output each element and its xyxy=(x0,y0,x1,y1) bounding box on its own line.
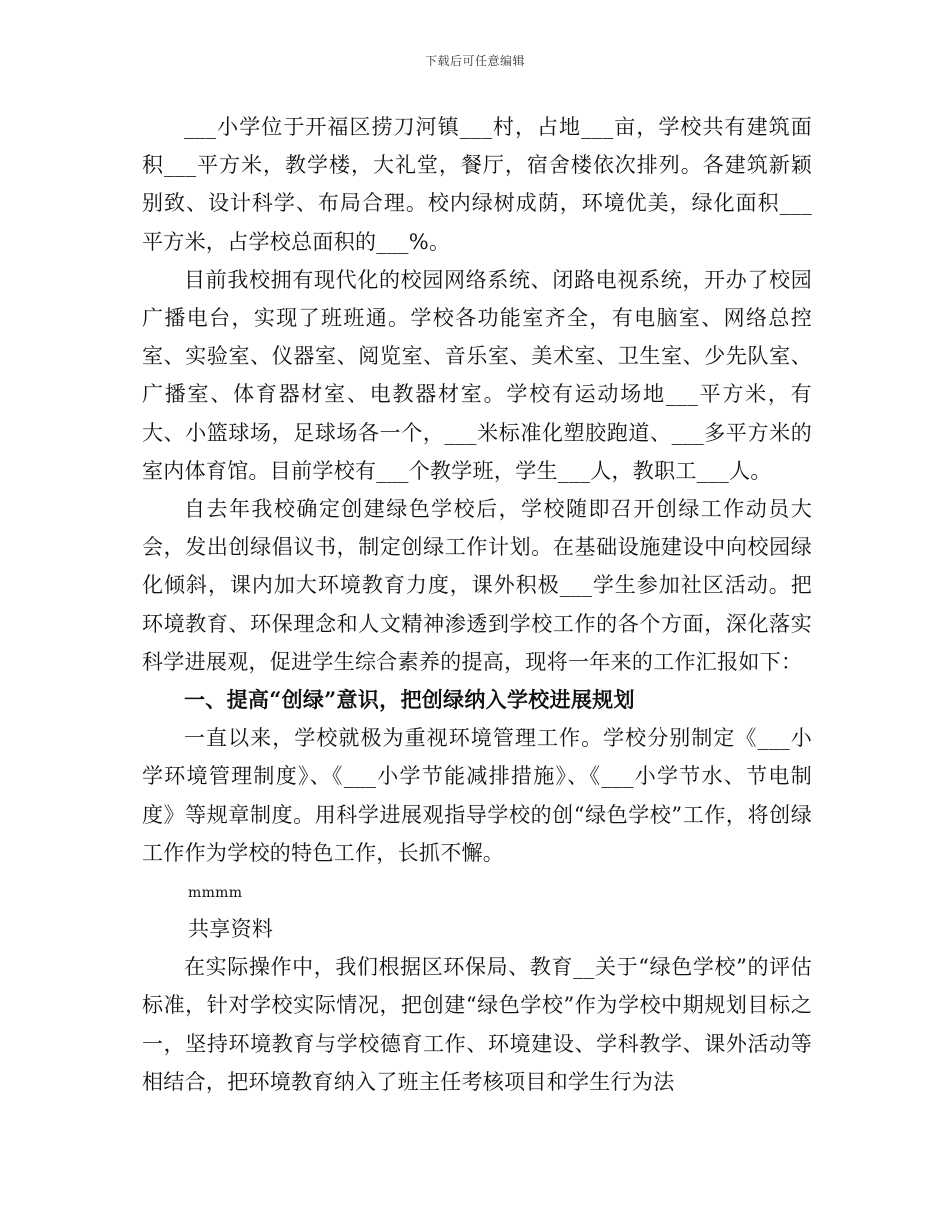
paragraph-school-overview: ___小学位于开福区捞刀河镇___村，占地___亩，学校共有建筑面积___平方米，教学楼，大礼堂，餐厅，宿舍楼依次排列。各建筑新颖别致、设计科学、布局合理。校内绿树成荫，环境优美，绿化面积___平方米，占学校总面积的___%。 xyxy=(142,115,812,254)
document-body xyxy=(142,108,812,1101)
paragraph-facilities: 目前我校拥有现代化的校园网络系统、闭路电视系统，开办了校园广播电台，实现了班班通。学校各功能室齐全，有电脑室、网络总控室、实验室、仪器室、阅览室、音乐室、美术室、卫生室、少先队室、广播室、体育器材室、电教器材室。学校有运动场地___平方米，有大、小篮球场，足球场各一个，___米标准化塑胶跑道、___多平方米的室内体育馆。目前学校有___个教学班，学生___人，教职工___人。 xyxy=(142,267,812,483)
section-heading-1: 一、提高“创绿”意识，把创绿纳入学校进展规划 xyxy=(184,687,635,713)
marker-text: mmmm xyxy=(188,885,243,902)
paragraph-practice: 在实际操作中，我们根据区环保局、教育__关于“绿色学校”的评估标准，针对学校实际情况，把创建“绿色学校”作为学校中期规划目标之一，坚持环境教育与学校德育工作、环境建设、学科教学、课外活动等相结合，把环境教育纳入了班主任考核项目和学生行为法 xyxy=(142,955,812,1094)
paragraph-management: 一直以来，学校就极为重视环境管理工作。学校分别制定《___小学环境管理制度》、《___小学节能减排措施》、《___小学节水、节电制度》等规章制度。用科学进展观指导学校的创“绿色学校”工作，将创绿工作作为学校的特色工作，长抓不懈。 xyxy=(142,726,812,865)
shared-materials-label: 共享资料 xyxy=(188,917,274,942)
paragraph-green-school-intro: 自去年我校确定创建绿色学校后，学校随即召开创绿工作动员大会，发出创绿倡议书，制定创绿工作计划。在基础设施建设中向校园绿化倾斜，课内加大环境教育力度，课外积极___学生参加社区活动。把环境教育、环保理念和人文精神渗透到学校工作的各个方面，深化落实科学进展观，促进学生综合素养的提高，现将一年来的工作汇报如下： xyxy=(142,497,812,674)
page-header: 下载后可任意编辑 xyxy=(424,54,525,68)
